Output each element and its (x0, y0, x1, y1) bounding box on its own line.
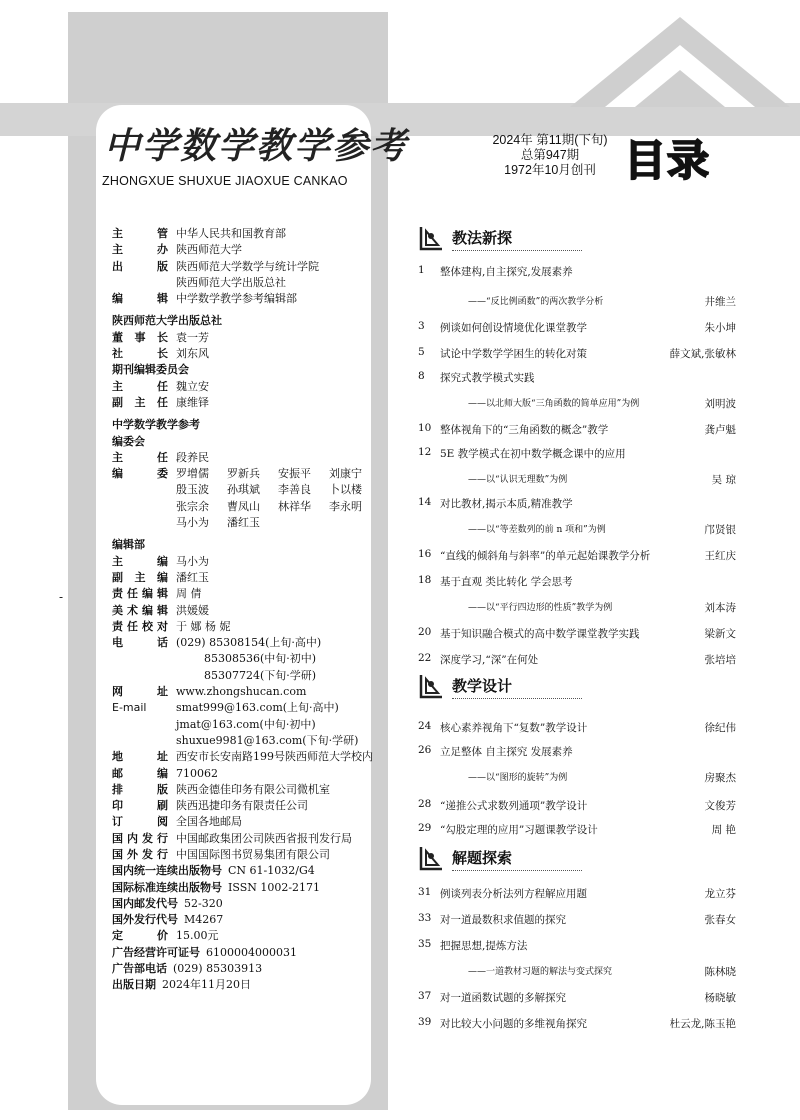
label: 国内发行 (112, 831, 168, 845)
toc-page-number: 8 (418, 370, 425, 382)
section-marker-icon (418, 845, 444, 871)
toc-entry[interactable] (418, 886, 736, 901)
toc-author: 杨晓敏 (704, 992, 736, 1004)
toc-subtitle[interactable] (468, 600, 736, 615)
committee-heading: 期刊编辑委员会 (112, 363, 189, 377)
label: 邮编 (112, 766, 168, 780)
label: 国内邮发代号 (112, 896, 178, 910)
spacer (112, 717, 168, 733)
toc-page-number: 33 (418, 912, 432, 924)
toc-title: 例谈如何创设情境优化课堂教学 (440, 322, 587, 334)
label: 出版日期 (112, 978, 156, 992)
value: 中华人民共和国教育部 (176, 227, 286, 240)
toc-author: 张春女 (704, 914, 736, 926)
label: 董事长 (112, 330, 168, 344)
toc-page-number: 14 (418, 496, 432, 508)
toc-author: 王红庆 (704, 550, 736, 562)
toc-entry[interactable] (418, 720, 736, 735)
spacer (112, 668, 168, 684)
toc-title: 把握思想,提炼方法 (440, 940, 528, 952)
toc-title: 对比教材,揭示本质,精准教学 (440, 498, 573, 510)
member: 罗增儒 (176, 467, 209, 481)
journal-logo: 中学数学教学参考 (104, 125, 409, 167)
toc-author: 龚卢魁 (704, 424, 736, 436)
toc-author: 周 艳 (711, 824, 736, 836)
section-header (418, 225, 582, 251)
toc-entry[interactable] (418, 938, 736, 953)
label: 主编 (112, 554, 168, 568)
label: 国外发行代号 (112, 913, 178, 927)
toc-title: ——以“平行四边形的性质”教学为例 (468, 603, 613, 613)
label: 出版 (112, 259, 168, 273)
toc-title: 深度学习,“深”在何处 (440, 654, 539, 666)
toc-page-number: 28 (418, 798, 432, 810)
label: 社长 (112, 347, 168, 361)
toc-page-number: 18 (418, 574, 432, 586)
toc-title: ——以北师大版“三角函数的简单应用”为例 (468, 399, 640, 409)
toc-page-number: 16 (418, 548, 432, 560)
value: 于 娜 杨 妮 (176, 619, 231, 633)
label: 编辑 (112, 292, 168, 306)
section-header (418, 845, 582, 871)
toc-title: ——以“认识无理数”为例 (468, 475, 568, 485)
issue-info (480, 133, 620, 178)
toc-entry[interactable] (418, 264, 736, 279)
toc-subtitle[interactable] (468, 522, 736, 537)
label: 主任 (112, 450, 168, 464)
press-heading: 陕西师范大学出版总社 (112, 314, 222, 328)
value: 2024年11月20日 (162, 978, 251, 992)
toc-author: 井维兰 (704, 296, 736, 308)
toc-entry[interactable] (418, 1016, 736, 1031)
toc-page-number: 26 (418, 744, 432, 756)
member: 刘康宁 (329, 467, 362, 481)
member: 李永明 (329, 499, 362, 513)
section-header (418, 673, 582, 699)
label: 国外发行 (112, 847, 168, 861)
founded-line: 1972年10月创刊 (504, 163, 596, 177)
value: 全国各地邮局 (176, 815, 242, 829)
board-heading: 编委会 (112, 434, 145, 448)
toc-page-number: 12 (418, 446, 432, 458)
value: CN 61-1032/G4 (228, 864, 315, 878)
label: 网址 (112, 685, 168, 699)
toc-page-number: 31 (418, 886, 432, 898)
toc-author: 刘本涛 (704, 602, 736, 614)
toc-author: 薛文斌,张敏林 (669, 348, 736, 360)
toc-entry[interactable] (418, 652, 736, 667)
toc-author: 梁新文 (704, 628, 736, 640)
toc-author: 朱小坤 (704, 322, 736, 334)
toc-author: 房聚杰 (704, 772, 736, 784)
label: 订阅 (112, 815, 168, 829)
section-marker-icon (418, 225, 444, 251)
value: 710062 (176, 766, 218, 780)
section-title: 解题探索 (452, 847, 582, 871)
value: 刘东风 (176, 347, 209, 361)
label: 副主任 (112, 395, 168, 409)
toc-subtitle[interactable] (468, 770, 736, 785)
toc-title: 基于直观 类比转化 学会思考 (440, 576, 573, 588)
toc-entry[interactable] (418, 798, 736, 813)
label: 排版 (112, 782, 168, 796)
toc-title: 对一道函数试题的多解探究 (440, 992, 566, 1004)
side-mark: - (59, 590, 64, 604)
label: 主办 (112, 243, 168, 257)
toc-title: 核心素养视角下“复数”教学设计 (440, 722, 588, 734)
member: 张宗余 (176, 499, 209, 513)
value: 85307724(下旬·学研) (204, 668, 317, 682)
email-link[interactable]: jmat@163.com(中旬·初中) (176, 717, 316, 731)
website-link[interactable]: www.zhongshucan.com (176, 685, 307, 699)
toc-author: 张培培 (704, 654, 736, 666)
value: (029) 85308154(上旬·高中) (176, 636, 322, 650)
label: 主任 (112, 379, 168, 393)
member: 曹凤山 (227, 499, 260, 513)
toc-author: 龙立芬 (704, 888, 736, 900)
value: 袁一芳 (176, 330, 209, 344)
value: 陕西师范大学数学与统计学院 (176, 259, 319, 273)
member: 安振平 (278, 467, 311, 481)
label: 地址 (112, 750, 168, 764)
toc-title: ——“反比例函数”的两次教学分析 (468, 297, 604, 307)
toc-author: 邝贤银 (704, 524, 736, 536)
label: 责任编辑 (112, 587, 168, 601)
toc-title: 对一道最数积求值题的探究 (440, 914, 566, 926)
toc-page-number: 37 (418, 990, 432, 1002)
value: 陕西金德佳印务有限公司微机室 (176, 782, 330, 796)
member: 卜以楼 (329, 483, 362, 497)
toc-page-number: 29 (418, 822, 432, 834)
toc-author: 徐纪伟 (704, 722, 736, 734)
member: 殷玉波 (176, 483, 209, 497)
issue-total: 总第947期 (520, 148, 580, 162)
member: 林祥华 (278, 499, 311, 513)
triangle-decoration-icon (560, 12, 800, 107)
value: 6100004000031 (206, 945, 297, 959)
label: 编委 (112, 467, 168, 481)
toc-title: 试论中学数学学困生的转化对策 (440, 348, 587, 360)
member: 潘红玉 (227, 516, 260, 530)
toc-entry[interactable] (418, 990, 736, 1005)
toc-title: ——以“图形的旋转”为例 (468, 773, 568, 783)
toc-page-number: 22 (418, 652, 432, 664)
toc-title: ——一道教材习题的解法与变式探究 (468, 967, 613, 977)
value: 周 倩 (176, 587, 202, 601)
value: 中学数学教学参考编辑部 (176, 292, 297, 306)
spacer (112, 733, 168, 749)
toc-subtitle[interactable] (468, 294, 736, 309)
section-title: 教学设计 (452, 675, 582, 699)
toc-page-number: 24 (418, 720, 432, 732)
toc-author: 陈林晓 (704, 966, 736, 978)
board-members (176, 466, 380, 531)
toc-title: “勾股定理的应用”习题课教学设计 (440, 824, 598, 836)
spacer (112, 651, 168, 667)
toc-title: “直线的倾斜角与斜率”的单元起始课教学分析 (440, 550, 651, 562)
value: 潘红玉 (176, 570, 209, 584)
toc-author: 吴 琼 (711, 474, 736, 486)
toc-entry[interactable] (418, 744, 736, 759)
member: 李善良 (278, 483, 311, 497)
value: ISSN 1002-2171 (228, 880, 321, 894)
toc-title: 例谈列表分析法列方程解应用题 (440, 888, 587, 900)
toc-page-number: 5 (418, 346, 425, 358)
value: 洪媛媛 (176, 603, 209, 617)
toc-entry[interactable] (418, 370, 736, 385)
value: 康维铎 (176, 395, 209, 409)
toc-page-number: 39 (418, 1016, 432, 1028)
label: 美术编辑 (112, 603, 168, 617)
toc-entry[interactable] (418, 446, 736, 461)
spacer (112, 275, 168, 291)
member: 孙琪斌 (227, 483, 260, 497)
email-link[interactable]: smat999@163.com(上旬·高中) (176, 701, 339, 715)
toc-title: 5E 教学模式在初中数学概念课中的应用 (440, 448, 626, 460)
toc-subtitle[interactable] (468, 396, 736, 411)
label: 定价 (112, 929, 168, 943)
toc-entry[interactable] (418, 346, 736, 361)
toc-author: 杜云龙,陈玉艳 (669, 1018, 736, 1030)
toc-author: 文俊芳 (704, 800, 736, 812)
contents-title: 目录 (624, 136, 711, 185)
label: 印刷 (112, 799, 168, 813)
section-title: 教法新探 (452, 227, 582, 251)
toc-entry[interactable] (418, 320, 736, 335)
member: 罗新兵 (227, 467, 260, 481)
toc-entry[interactable] (418, 626, 736, 641)
value: 中国邮政集团公司陕西省报刊发行局 (176, 831, 352, 845)
toc-page-number: 35 (418, 938, 432, 950)
toc-page-number: 10 (418, 422, 432, 434)
toc-title: 整体视角下的“三角函数的概念”教学 (440, 424, 609, 436)
toc-subtitle[interactable] (468, 964, 736, 979)
issue-line: 2024年 第11期(下旬) (492, 133, 608, 147)
value: M4267 (184, 913, 224, 927)
value: 段养民 (176, 450, 209, 464)
value: 52-320 (184, 896, 223, 910)
toc-title: 整体建构,自主探究,发展素养 (440, 266, 573, 278)
toc-title: 对比较大小问题的多维视角探究 (440, 1018, 587, 1030)
label: 广告部电话 (112, 962, 167, 976)
toc-entry[interactable] (418, 574, 736, 589)
toc-title: “递推公式求数列通项”教学设计 (440, 800, 588, 812)
value: 陕西迅捷印务有限责任公司 (176, 799, 308, 813)
toc-page-number: 20 (418, 626, 432, 638)
label: 副主编 (112, 570, 168, 584)
label: 广告经营许可证号 (112, 945, 200, 959)
toc-title: 基于知识融合模式的高中数学课堂教学实践 (440, 628, 640, 640)
label: 责任校对 (112, 619, 168, 633)
value: 陕西师范大学出版总社 (176, 275, 286, 289)
masthead-list (112, 226, 377, 994)
value: 15.00元 (176, 929, 219, 943)
toc-author: 刘明波 (704, 398, 736, 410)
value: 中国国际图书贸易集团有限公司 (176, 847, 330, 861)
value: 陕西师范大学 (176, 243, 242, 257)
journal-pinyin: ZHONGXUE SHUXUE JIAOXUE CANKAO (102, 174, 348, 188)
editorial-heading: 编辑部 (112, 538, 145, 552)
label: E-mail (112, 701, 147, 715)
toc-entry[interactable] (418, 496, 736, 511)
toc-subtitle[interactable] (468, 472, 736, 487)
toc-entry[interactable] (418, 422, 736, 437)
toc-entry[interactable] (418, 548, 736, 563)
toc-title: 立足整体 自主探究 发展素养 (440, 746, 573, 758)
label: 国际标准连续出版物号 (112, 880, 222, 894)
journal-heading: 中学数学教学参考 (112, 418, 200, 432)
toc-title: 探究式教学模式实践 (440, 372, 535, 384)
value: 魏立安 (176, 379, 209, 393)
value: (029) 85303913 (173, 962, 263, 976)
member: 马小为 (176, 516, 209, 530)
section-marker-icon (418, 673, 444, 699)
label: 国内统一连续出版物号 (112, 864, 222, 878)
toc-page-number: 1 (418, 264, 425, 276)
value: 马小为 (176, 554, 209, 568)
toc-page-number: 3 (418, 320, 425, 332)
value: 85308536(中旬·初中) (204, 652, 317, 666)
toc-entry[interactable] (418, 912, 736, 927)
email-link[interactable]: shuxue9981@163.com(下旬·学研) (176, 733, 359, 747)
value: 西安市长安南路199号陕西师范大学校内 (176, 750, 373, 764)
toc-entry[interactable] (418, 822, 736, 837)
label: 主管 (112, 227, 168, 240)
label: 电话 (112, 636, 168, 650)
toc-title: ——以“等差数列的前 n 项和”为例 (468, 525, 606, 535)
